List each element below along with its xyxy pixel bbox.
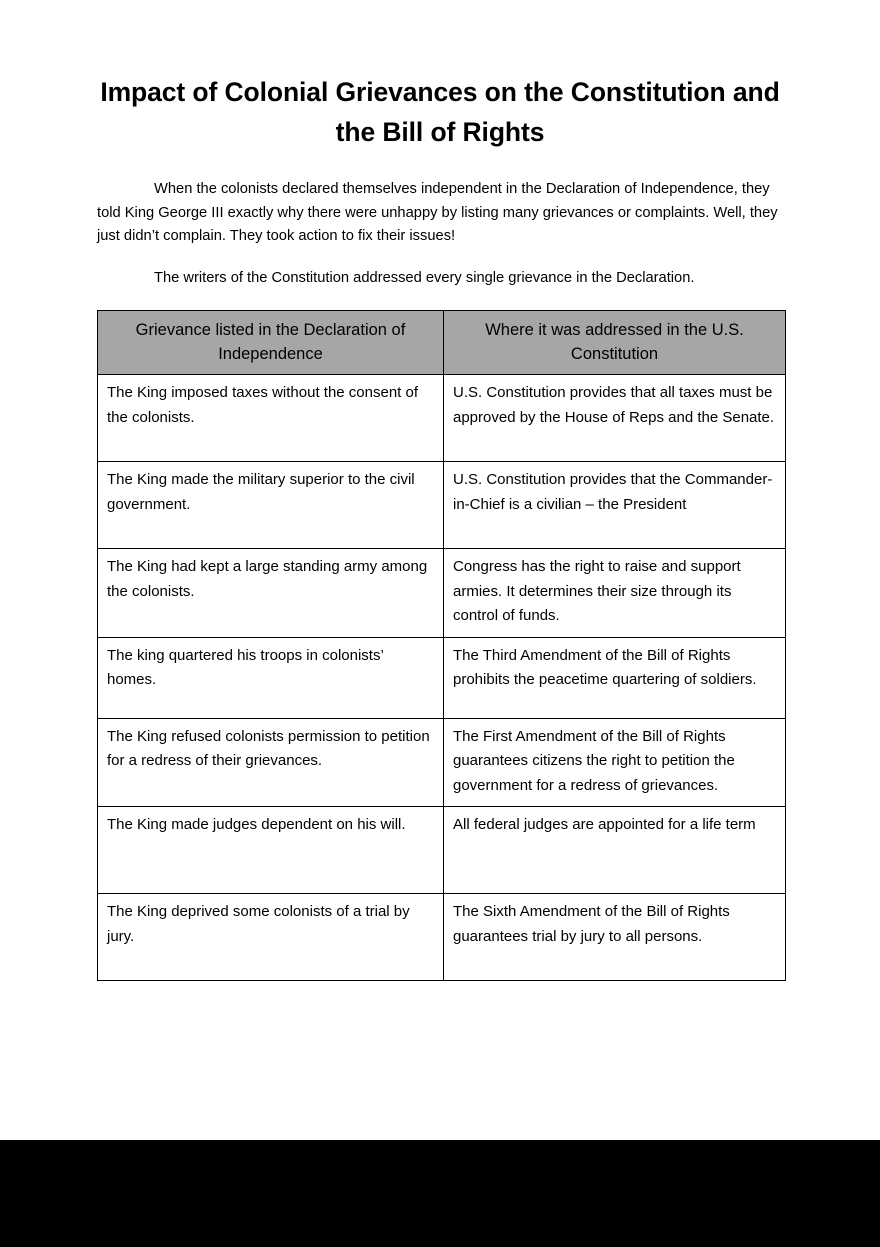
- table-header-row: [98, 311, 786, 375]
- grievance-table: [97, 310, 786, 981]
- cell-addressed: Congress has the right to raise and support armies. It determines their size through its control of funds.: [444, 549, 786, 638]
- cell-addressed: U.S. Constitution provides that the Commander-in-Chief is a civilian – the President: [444, 462, 786, 549]
- cell-grievance: The king quartered his troops in colonists’ homes.: [98, 637, 444, 718]
- table-row: [98, 549, 786, 638]
- column-header-addressed: Where it was addressed in the U.S. Constitution: [444, 311, 786, 375]
- table-row: [98, 894, 786, 981]
- table-row: [98, 718, 786, 807]
- table-row: [98, 637, 786, 718]
- cell-addressed: All federal judges are appointed for a life term: [444, 807, 786, 894]
- cell-addressed: The Sixth Amendment of the Bill of Rights guarantees trial by jury to all persons.: [444, 894, 786, 981]
- cell-grievance: The King made judges dependent on his will.: [98, 807, 444, 894]
- cell-grievance: The King imposed taxes without the consent of the colonists.: [98, 375, 444, 462]
- cell-grievance: The King refused colonists permission to petition for a redress of their grievances.: [98, 718, 444, 807]
- table-row: [98, 807, 786, 894]
- page-title: Impact of Colonial Grievances on the Constitution and the Bill of Rights: [100, 77, 780, 147]
- intro-paragraph: When the colonists declared themselves independent in the Declaration of Independence, they told King George III exactly why there were unhappy by listing many grievances or complaints. Well, they just didn’t complain. They took action to fix their issues!: [97, 181, 778, 244]
- table-row: [98, 375, 786, 462]
- cell-grievance: The King had kept a large standing army among the colonists.: [98, 549, 444, 638]
- column-header-grievance: Grievance listed in the Declaration of Independence: [98, 311, 444, 375]
- cell-addressed: The First Amendment of the Bill of Rights guarantees citizens the right to petition the government for a redress of grievances.: [444, 718, 786, 807]
- lead-in-paragraph: The writers of the Constitution addressed every single grievance in the Declaration.: [154, 269, 695, 286]
- cell-addressed: The Third Amendment of the Bill of Rights prohibits the peacetime quartering of soldiers.: [444, 637, 786, 718]
- table-row: [98, 462, 786, 549]
- cell-grievance: The King made the military superior to the civil government.: [98, 462, 444, 549]
- cell-addressed: U.S. Constitution provides that all taxes must be approved by the House of Reps and the Senate.: [444, 375, 786, 462]
- cell-grievance: The King deprived some colonists of a trial by jury.: [98, 894, 444, 981]
